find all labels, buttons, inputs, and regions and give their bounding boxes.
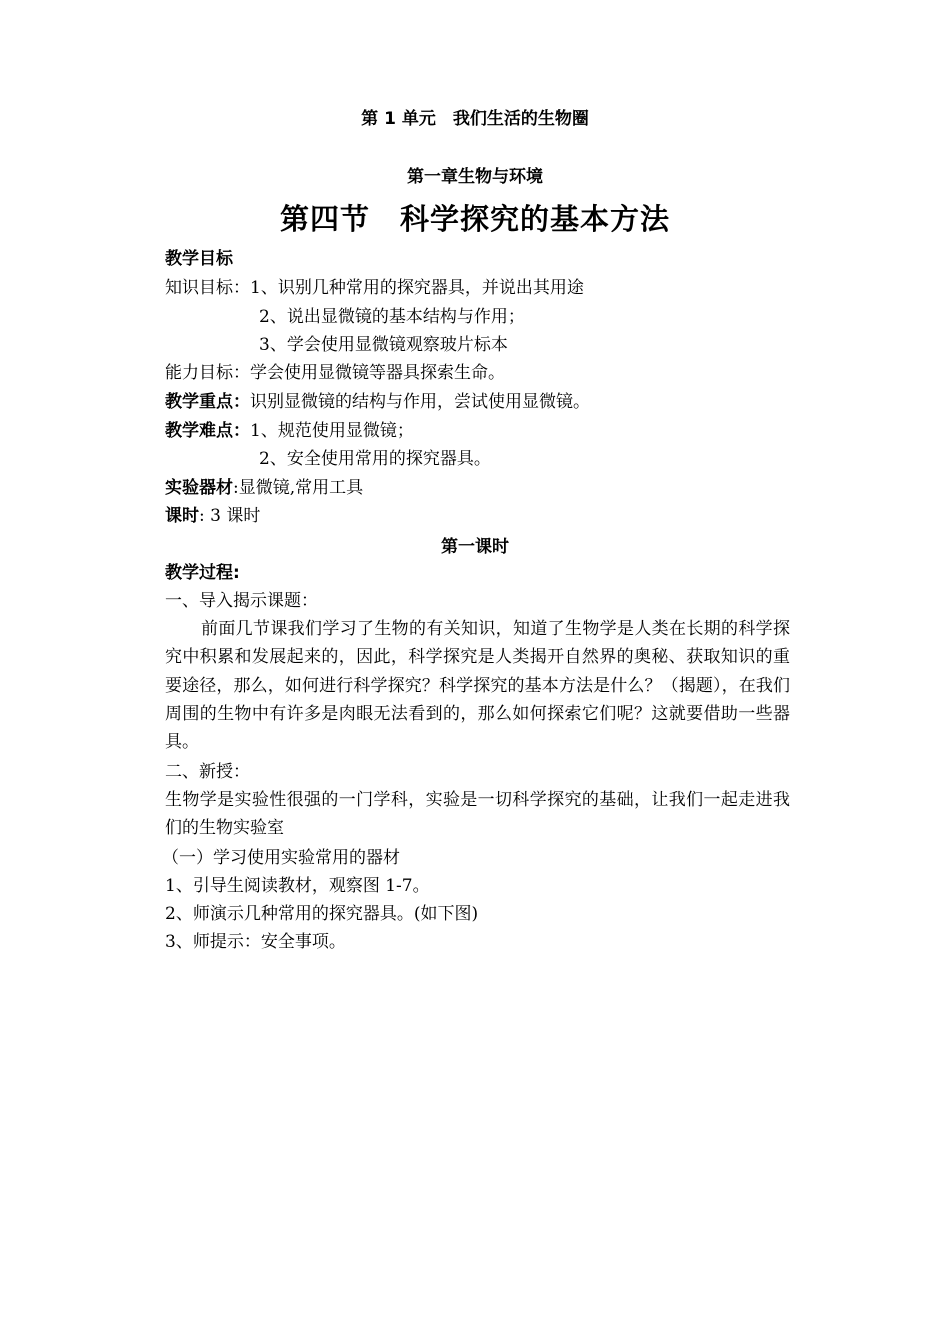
unit-title: 第 1 单元 我们生活的生物圈: [361, 109, 589, 129]
section-title: 第四节 科学探究的基本方法: [279, 202, 670, 236]
process-item: 2、师演示几种常用的探究器具。(如下图): [165, 904, 479, 924]
difficulty-item: 1、规范使用显微镜；: [250, 421, 414, 441]
ability-goal-text: 学会使用显微镜等器具探索生命。: [250, 363, 505, 383]
step1-heading: 一、导入揭示课题：: [165, 591, 318, 611]
class-hours-text: : 3 课时: [199, 506, 261, 526]
materials-label: 实验器材: [165, 478, 233, 498]
knowledge-goal-item: 1、识别几种常用的探究器具，并说出其用途: [250, 278, 584, 298]
knowledge-goal-label: 知识目标：: [165, 278, 250, 298]
process-item: 3、师提示：安全事项。: [165, 932, 346, 952]
goals-heading: 教学目标: [165, 249, 233, 269]
sub-heading: （一）学习使用实验常用的器材: [162, 848, 400, 868]
knowledge-goal-item: 3、学会使用显微镜观察玻片标本: [259, 335, 508, 355]
materials: [165, 477, 363, 499]
class-hours-label: 课时: [165, 506, 199, 526]
chapter-title: 第一章生物与环境: [407, 167, 543, 187]
step2-paragraph: 生物学是实验性很强的一门学科，实验是一切科学探究的基础，让我们一起走进我们的生物实验室: [165, 790, 790, 839]
key-points-label: 教学重点：: [165, 392, 250, 412]
lesson-title: 第一课时: [441, 537, 509, 557]
difficulty-item: 2、安全使用常用的探究器具。: [259, 449, 491, 469]
materials-text: :显微镜,常用工具: [233, 478, 364, 498]
knowledge-goal-item: 2、说出显微镜的基本结构与作用；: [259, 307, 525, 327]
class-hours: [165, 505, 260, 527]
key-points-text: 识别显微镜的结构与作用，尝试使用显微镜。: [250, 392, 590, 412]
process-label: 教学过程:: [165, 563, 240, 583]
step1-paragraph: 前面几节课我们学习了生物的有关知识，知道了生物学是人类在长期的科学探究中积累和发展起来的，因此，科学探究是人类揭开自然界的奥秘、获取知识的重要途径，那么，如何进行科学探究？科学探究的基本方法是什么？（揭题），在我们周围的生物中有许多是肉眼无法看到的，那么如何探索它们呢？这就要借助一些器具。: [165, 619, 790, 753]
knowledge-goal: [165, 277, 584, 299]
key-points: [165, 391, 590, 413]
process-item: 1、引导生阅读教材，观察图 1-7。: [165, 876, 430, 896]
difficulties: [165, 420, 414, 442]
difficulties-label: 教学难点：: [165, 421, 250, 441]
step2-heading: 二、新授：: [165, 762, 250, 782]
ability-goal: [165, 362, 505, 384]
ability-goal-label: 能力目标：: [165, 363, 250, 383]
